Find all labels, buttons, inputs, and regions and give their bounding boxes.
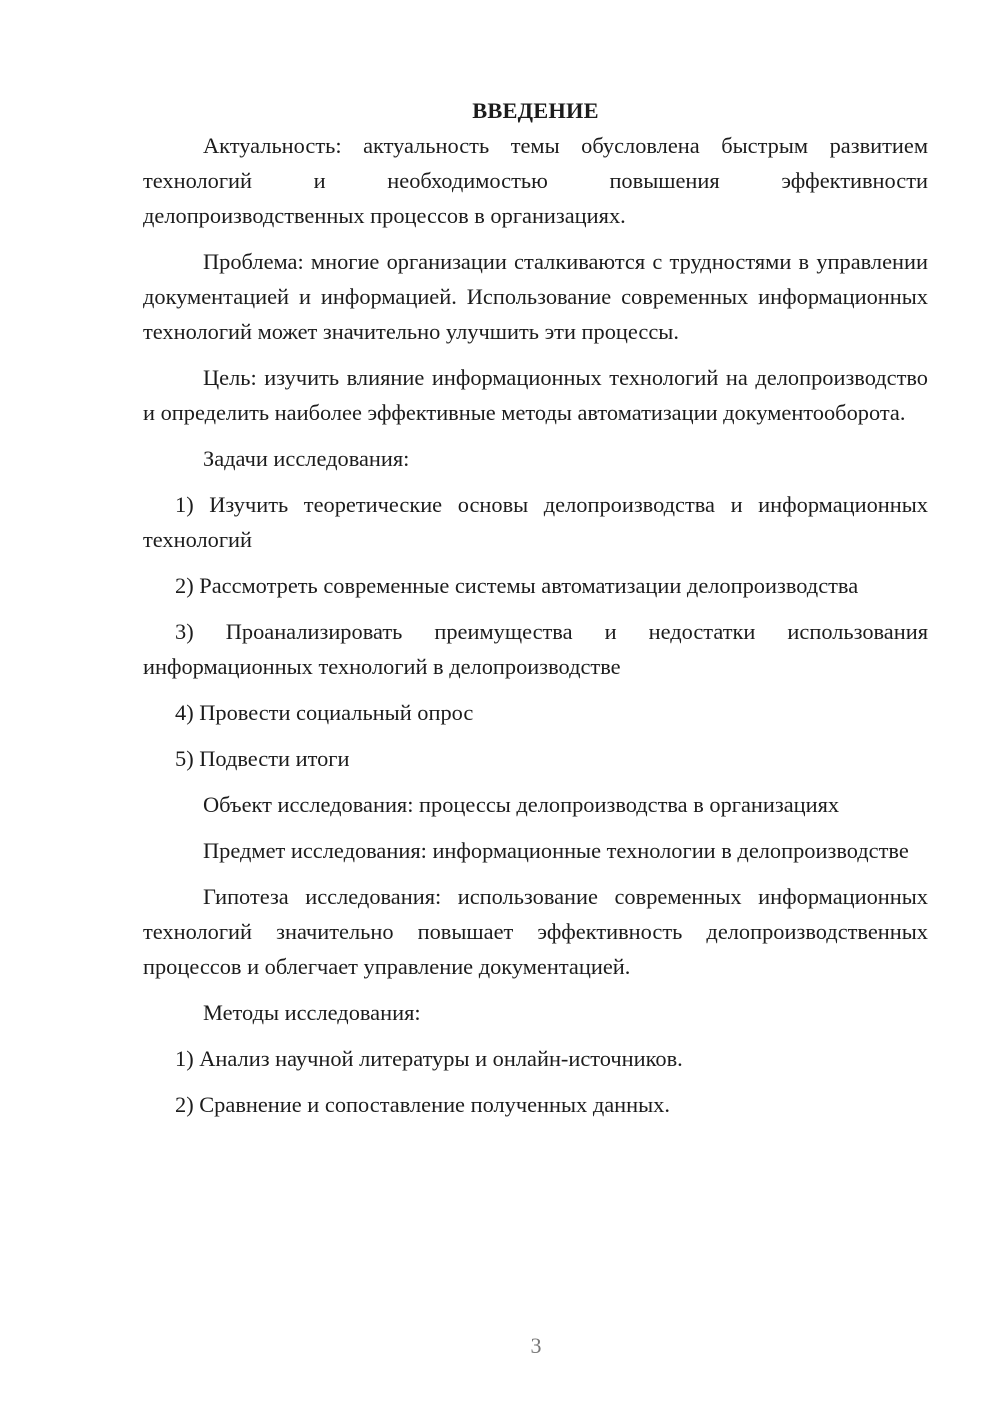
task-item: 2) Рассмотреть современные системы автоматизации делопроизводства [175,573,859,598]
task-item: 1) Изучить теоретические основы делопроизводства и информационных технологий [143,492,928,552]
relevance-paragraph: Актуальность: актуальность темы обусловлена быстрым развитием технологий и необходимостью повышения эффективности делопроизводственных процессов в организациях. [143,133,928,228]
method-item: 1) Анализ научной литературы и онлайн-источников. [175,1046,683,1071]
page-number: 3 [530,1333,542,1358]
hypothesis-paragraph: Гипотеза исследования: использование современных информационных технологий значительно повышает эффективность делопроизводственных процессов и облегчает управление документацией. [143,884,928,979]
section-title: ВВЕДЕНИЕ [472,98,599,123]
object-paragraph: Объект исследования: процессы делопроизводства в организациях [203,792,840,817]
subject-paragraph: Предмет исследования: информационные технологии в делопроизводстве [203,838,909,863]
method-item: 2) Сравнение и сопоставление полученных данных. [175,1092,670,1117]
tasks-heading: Задачи исследования: [203,446,410,471]
task-item: 5) Подвести итоги [175,746,350,771]
problem-paragraph: Проблема: многие организации сталкиваются с трудностями в управлении документацией и информацией. Использование современных информационных технологий может значительно улучшить эти процессы. [143,249,928,344]
page-content [143,93,928,1122]
task-item: 4) Провести социальный опрос [175,700,474,725]
task-item: 3) Проанализировать преимущества и недостатки использования информационных технологий в делопроизводстве [143,619,928,679]
methods-heading: Методы исследования: [203,1000,421,1025]
goal-paragraph: Цель: изучить влияние информационных технологий на делопроизводство и определить наиболее эффективные методы автоматизации документооборота. [143,365,928,425]
